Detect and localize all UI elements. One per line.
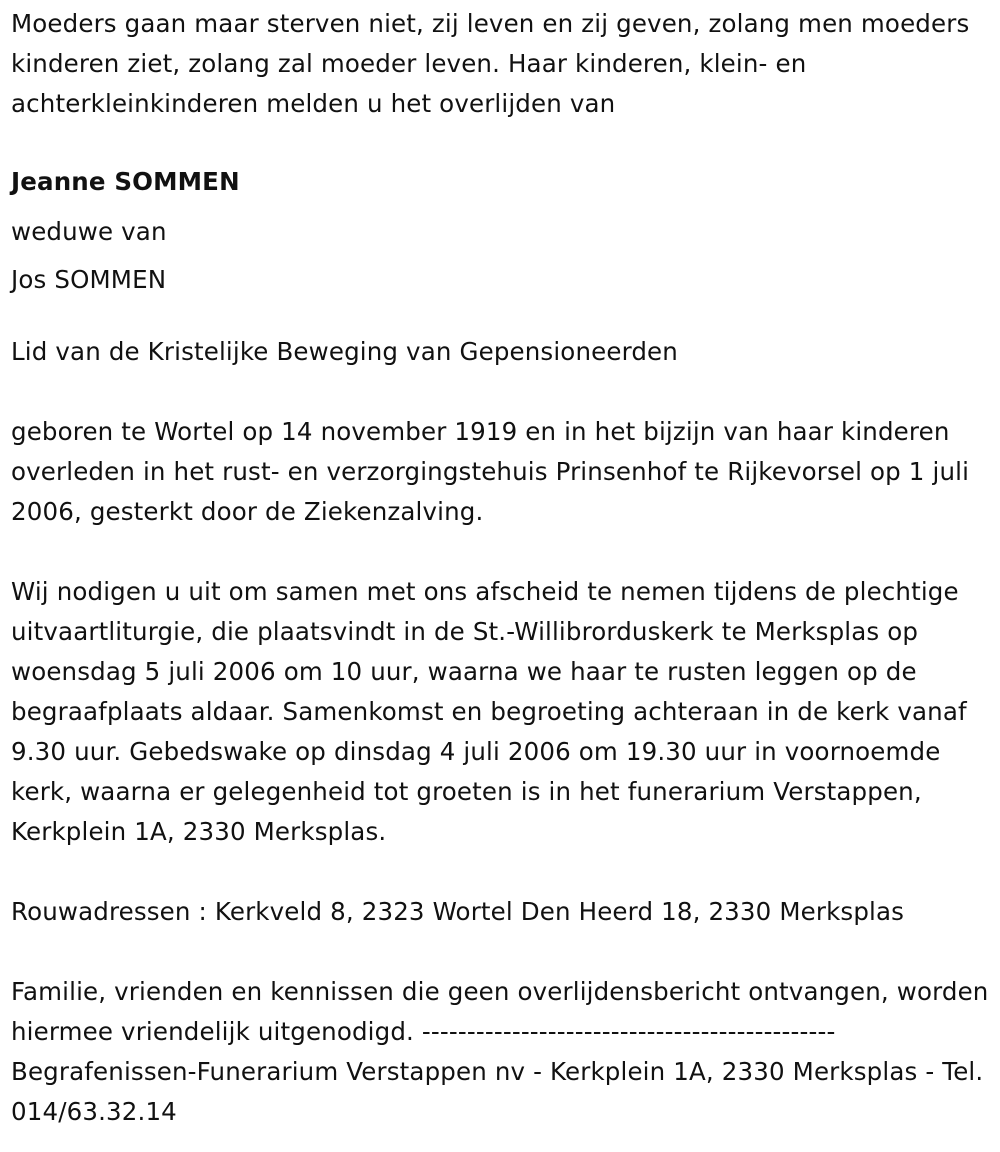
addresses-text: Rouwadressen : Kerkveld 8, 2323 Wortel Den Heerd 18, 2330 Merksplas xyxy=(11,897,905,926)
spacer xyxy=(11,852,991,892)
deceased-name: Jeanne SOMMEN xyxy=(11,167,240,196)
spacer xyxy=(11,532,991,572)
closing-paragraph: Familie, vrienden en kennissen die geen overlijdensbericht ontvangen, worden hiermee vriendelijk uitgenodigd. ---------------------------------------------- Begrafenissen-Funerarium Verstappen nv - Kerkplein 1A, 2330 Merksplas - Tel. 014/63.32.14 xyxy=(11,977,989,1126)
obituary-document xyxy=(11,4,991,1132)
spacer xyxy=(11,304,991,332)
spacer xyxy=(11,932,991,972)
spacer xyxy=(11,124,991,164)
spouse-name: Jos SOMMEN xyxy=(11,265,167,294)
intro-paragraph: Moeders gaan maar sterven niet, zij leven en zij geven, zolang men moeders kinderen ziet, zolang zal moeder leven. Haar kinderen, klein- en achterkleinkinderen melden u het overlijden van xyxy=(11,9,970,118)
birth-death-paragraph: geboren te Wortel op 14 november 1919 en in het bijzijn van haar kinderen overleden in het rust- en verzorgingstehuis Prinsenhof te Rijkevorsel op 1 juli 2006, gesterkt door de Ziekenzalving. xyxy=(11,417,970,526)
membership-text: Lid van de Kristelijke Beweging van Gepensioneerden xyxy=(11,337,678,366)
spacer xyxy=(11,372,991,412)
ceremony-paragraph: Wij nodigen u uit om samen met ons afscheid te nemen tijdens de plechtige uitvaartliturgie, die plaatsvindt in de St.-Willibrorduskerk te Merksplas op woensdag 5 juli 2006 om 10 uur, waarna we haar te rusten leggen op de begraafplaats aldaar. Samenkomst en begroeting achteraan in de kerk vanaf 9.30 uur. Gebedswake op dinsdag 4 juli 2006 om 19.30 uur in voornoemde kerk, waarna er gelegenheid tot groeten is in het funerarium Verstappen, Kerkplein 1A, 2330 Merksplas. xyxy=(11,577,967,846)
relation-text: weduwe van xyxy=(11,217,167,246)
